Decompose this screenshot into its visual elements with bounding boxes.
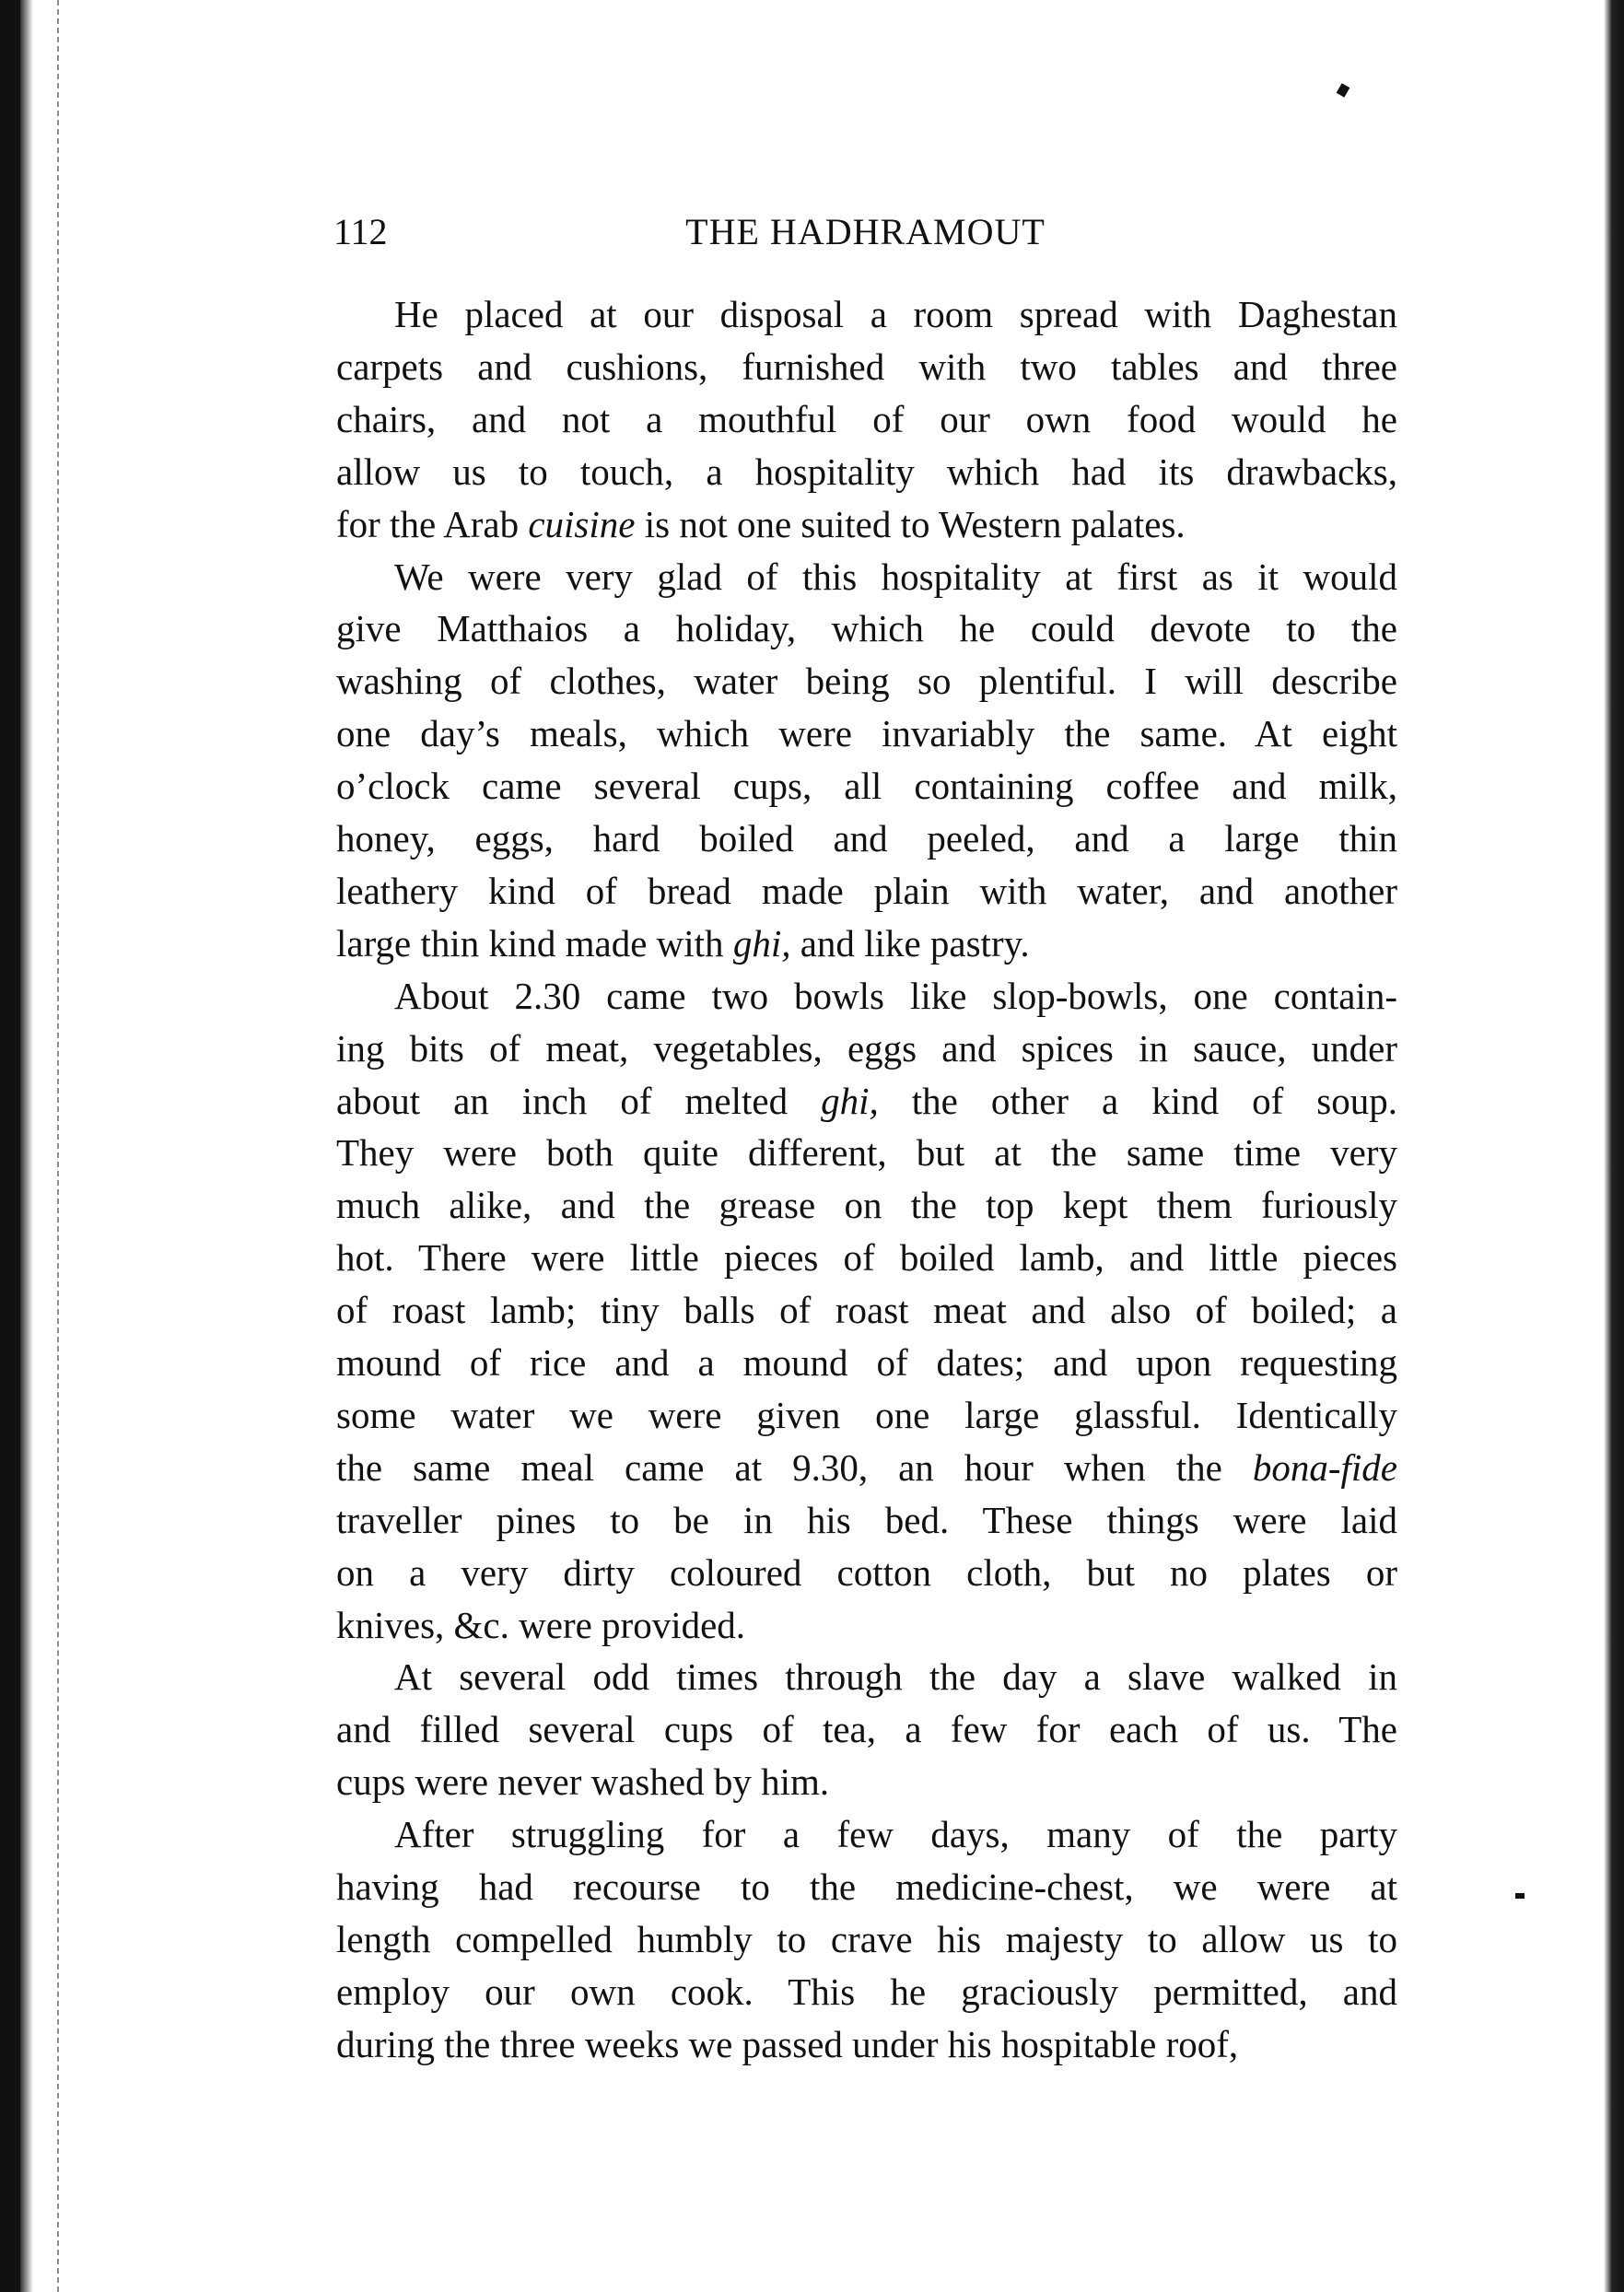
text-line: He placed at our disposal a room spread with Daghestan [394,293,1397,335]
binding-shadow-left [0,0,20,2292]
text-line: honey, eggs, hard boiled and peeled, and a large thin [336,817,1397,860]
text-line: At several odd times through the day a slave walked in [394,1655,1397,1699]
text-line [336,1075,1397,1127]
ink-speck [1337,83,1350,97]
text-line [336,918,1397,969]
text-span: the other a kind of soup. [878,1079,1397,1122]
text-line: and filled several cups of tea, a few for each of us. The [336,1708,1397,1751]
text-line: hot. There were little pieces of boiled lamb, and little pieces [336,1236,1397,1280]
running-header [333,210,1397,256]
italic-text: ghi, [821,1079,879,1122]
ink-speck [1515,1893,1525,1899]
text-line: After struggling for a few days, many of the party [394,1813,1397,1856]
text-span: about an inch of melted [336,1079,822,1122]
text-line: chairs, and not a mouthful of our own food would he [336,397,1397,440]
binding-gradient-left [20,0,33,2292]
text-line: leathery kind of bread made plain with water, and another [336,869,1397,912]
text-span: and like pastry. [790,921,1030,965]
text-line: knives, &c. were provided. [336,1603,746,1646]
text-line: employ our own cook. This he graciously permitted, and [336,1970,1397,2013]
text-span: large thin kind made with [336,921,733,965]
italic-text: bona-fide [1252,1445,1397,1489]
text-span: for the Arab [336,502,529,545]
text-line: having had recourse to the medicine-chest, we were at [336,1865,1397,1908]
text-line: o’clock came several cups, all containing coffee and milk, [336,765,1397,808]
text-span: is not one suited to Western palates. [635,502,1186,545]
text-line: of roast lamb; tiny balls of roast meat and also of boiled; a [336,1289,1397,1332]
text-line: one day’s meals, which were invariably the same. At eight [336,712,1397,755]
italic-text: cuisine [528,502,636,545]
text-line: ing bits of meat, vegetables, eggs and spices in sauce, under [336,1026,1397,1070]
text-span: the same meal came at 9.30, an hour when the [336,1445,1253,1489]
italic-text: ghi, [732,921,791,965]
page-edge-line [57,0,61,2292]
running-title: THE HADHRAMOUT [685,211,1046,252]
text-line: give Matthaios a holiday, which he could devote to the [336,607,1397,650]
text-line: We were very glad of this hospitality at first as it would [394,555,1397,598]
text-line: They were both quite different, but at the same time very [336,1131,1397,1175]
text-line: some water we were given one large glassful. Identically [336,1393,1397,1436]
text-line: on a very dirty coloured cotton cloth, but no plates or [336,1550,1397,1594]
text-line: allow us to touch, a hospitality which had its drawbacks, [336,450,1397,493]
text-line: much alike, and the grease on the top kept them furiously [336,1184,1397,1227]
text-line: About 2.30 came two bowls like slop-bowls, one contain- [394,974,1397,1017]
text-line: length compelled humbly to crave his majesty to allow us to [336,1917,1397,1960]
page-edge-right [1604,0,1624,2292]
text-line: traveller pines to be in his bed. These things were laid [336,1498,1397,1541]
text-line [336,498,1397,550]
text-line: washing of clothes, water being so plentiful. I will describe [336,660,1397,703]
text-line: mound of rice and a mound of dates; and upon requesting [336,1341,1397,1384]
page-number: 112 [333,211,388,252]
text-line: carpets and cushions, furnished with two tables and three [336,345,1397,388]
text-line [336,1442,1397,1493]
text-line: during the three weeks we passed under his hospitable roof, [336,2022,1239,2065]
text-line: cups were never washed by him. [336,1760,830,1804]
